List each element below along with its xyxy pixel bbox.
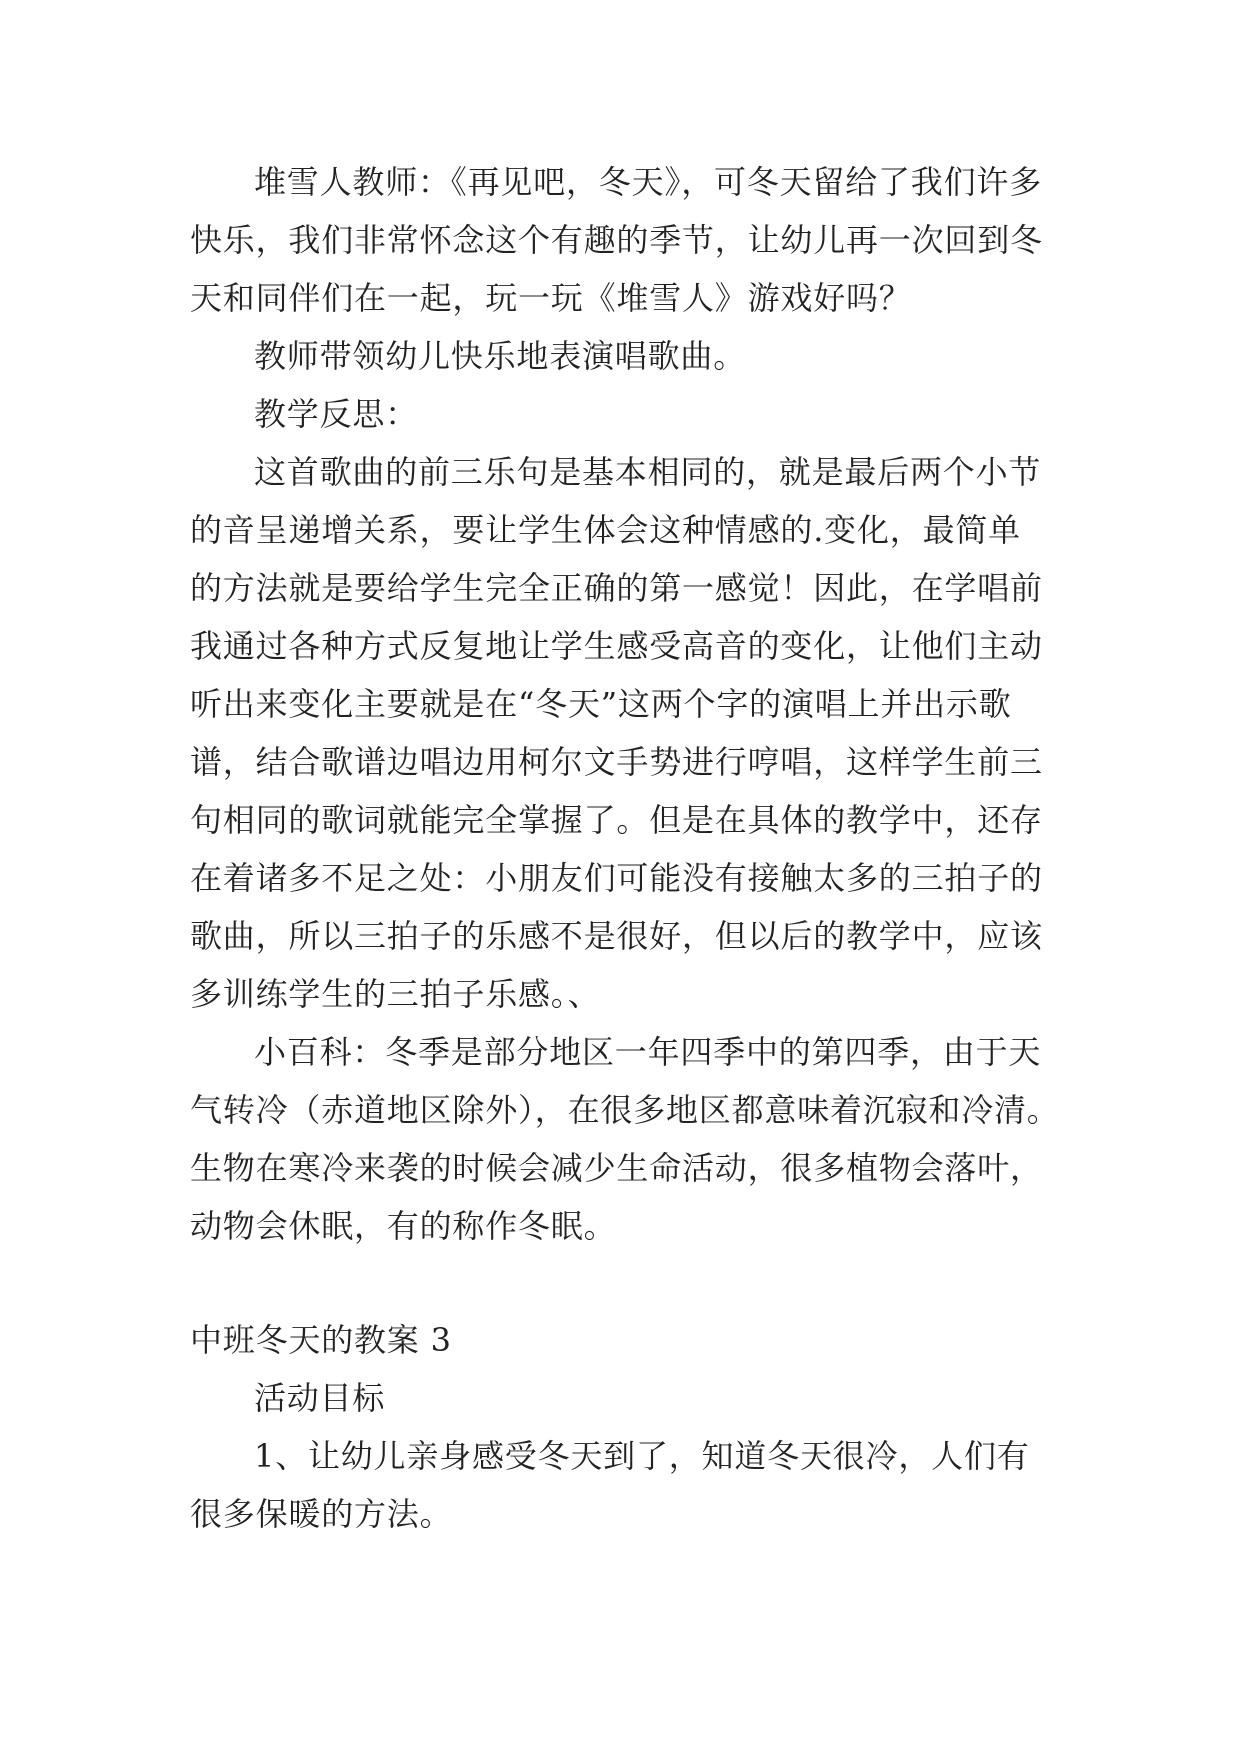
text-line: 教师带领幼儿快乐地表演唱歌曲。 — [254, 337, 747, 375]
paragraph-reflection-label — [190, 385, 1070, 443]
text-line: 小百科：冬季是部分地区一年四季中的第四季，由于天 — [254, 1033, 1042, 1071]
text-line: 天和同伴们在一起，玩一玩《堆雪人》游戏好吗？ — [190, 279, 912, 317]
text-line: 我通过各种方式反复地让学生感受高音的变化，让他们主动 — [190, 627, 1043, 665]
text-line: 快乐，我们非常怀念这个有趣的季节，让幼儿再一次回到冬 — [190, 221, 1043, 259]
text-line: 堆雪人教师：《再见吧，冬天》，可冬天留给了我们许多 — [254, 163, 1043, 201]
text-line: 在着诸多不足之处：小朋友们可能没有接触太多的三拍子的 — [190, 859, 1043, 897]
text-line: 句相同的歌词就能完全掌握了。但是在具体的教学中，还存 — [190, 801, 1043, 839]
text-line: 歌曲，所以三拍子的乐感不是很好，但以后的教学中，应该 — [190, 917, 1043, 955]
text-line: 多训练学生的三拍子乐感。、 — [190, 975, 601, 1013]
text-line: 这首歌曲的前三乐句是基本相同的，就是最后两个小节 — [254, 453, 1042, 491]
text-line: 的音呈递增关系，要让学生体会这种情感的.变化，最简单 — [190, 511, 1021, 549]
text-line: 谱，结合歌谱边唱边用柯尔文手势进行哼唱，这样学生前三 — [190, 743, 1043, 781]
text-line: 动物会休眠，有的称作冬眠。 — [190, 1207, 617, 1245]
text-line: 生物在寒冷来袭的时候会减少生命活动，很多植物会落叶， — [190, 1149, 1043, 1187]
text-line: 教学反思： — [254, 395, 419, 433]
text-line: 很多保暖的方法。 — [190, 1495, 453, 1533]
paragraph-encyclopedia — [190, 1023, 1070, 1255]
text-line: 气转冷（赤道地区除外），在很多地区都意味着沉寂和冷清。 — [190, 1091, 1060, 1129]
paragraph-activity-goals-label — [190, 1369, 1070, 1427]
paragraph-teacher-leads — [190, 327, 1070, 385]
text-line: 的方法就是要给学生完全正确的第一感觉！因此，在学唱前 — [190, 569, 1043, 607]
text-line: 活动目标 — [254, 1379, 386, 1417]
paragraph-goal-1 — [190, 1427, 1070, 1543]
text-line: 1、让幼儿亲身感受冬天到了，知道冬天很冷，人们有 — [254, 1437, 1030, 1475]
text-line: 听出来变化主要就是在“冬天”这两个字的演唱上并出示歌 — [190, 685, 1012, 723]
paragraph-snowman-intro — [190, 153, 1070, 327]
paragraph-reflection-body — [190, 443, 1070, 1023]
section-title: 中班冬天的教案 3 — [190, 1321, 452, 1359]
